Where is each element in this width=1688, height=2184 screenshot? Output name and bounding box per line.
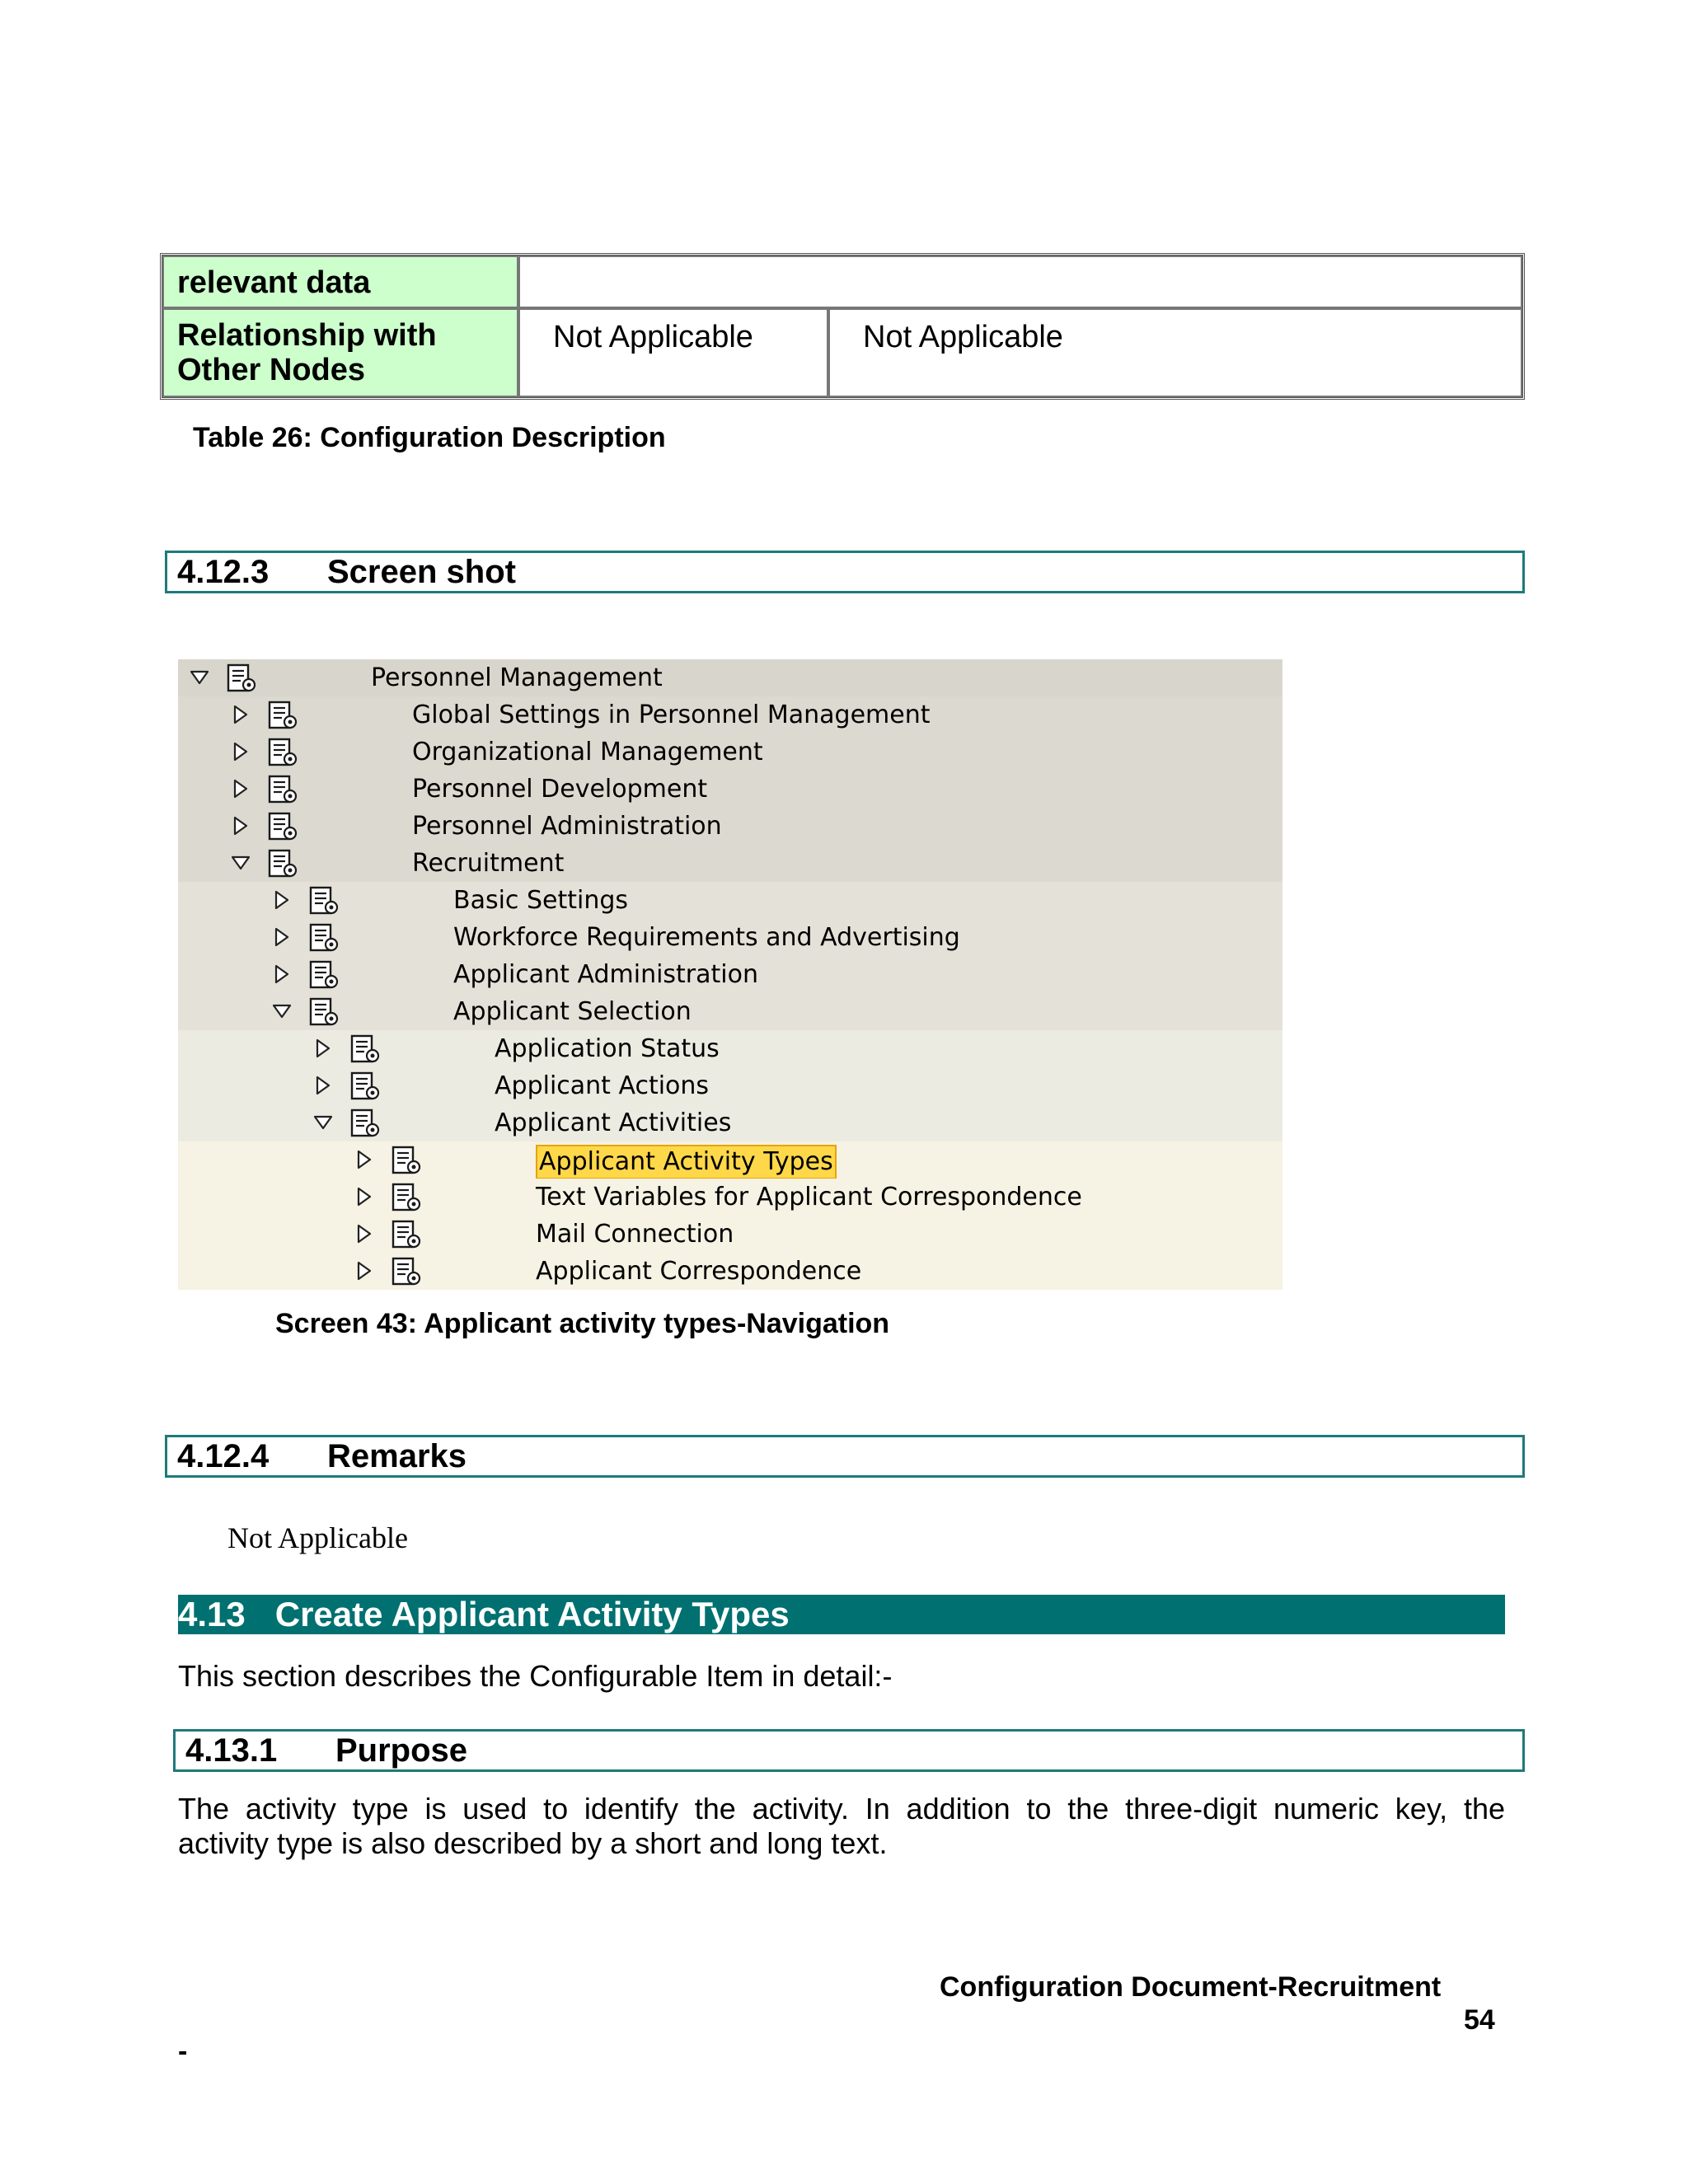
tree-node[interactable]	[178, 733, 1282, 771]
table-row-relevant-data	[162, 255, 1522, 308]
tree-node-label[interactable]: Recruitment	[412, 849, 565, 878]
document-icon	[391, 1257, 424, 1286]
tree-node[interactable]	[178, 1216, 1282, 1253]
remarks-text: Not Applicable	[227, 1521, 408, 1554]
tree-node-label[interactable]: Organizational Management	[412, 738, 763, 766]
relationship-label	[162, 308, 518, 397]
triangle-right-icon[interactable]	[231, 742, 251, 762]
document-icon	[226, 663, 259, 693]
tree-node[interactable]	[178, 845, 1282, 883]
tree-node[interactable]	[178, 956, 1282, 994]
relationship-value-2: Not Applicable	[828, 308, 1522, 397]
tree-node[interactable]	[178, 1104, 1282, 1142]
section-heading-screen-shot	[165, 551, 1525, 593]
tree-node[interactable]	[178, 1253, 1282, 1290]
document-icon	[267, 849, 300, 879]
document-icon	[391, 1220, 424, 1249]
tree-node-label[interactable]: Global Settings in Personnel Management	[412, 701, 931, 729]
triangle-down-icon[interactable]	[231, 853, 251, 873]
section-number: 4.12.4	[177, 1438, 270, 1474]
tree-node-label[interactable]: Application Status	[495, 1034, 720, 1063]
section-title: Remarks	[327, 1438, 467, 1474]
tree-node[interactable]	[178, 1179, 1282, 1216]
section-title: Create Applicant Activity Types	[274, 1595, 790, 1633]
section-number: 4.13	[178, 1595, 246, 1633]
triangle-right-icon[interactable]	[354, 1224, 374, 1244]
tree-node[interactable]	[178, 882, 1282, 920]
triangle-right-icon[interactable]	[272, 964, 292, 984]
document-icon	[349, 1071, 382, 1101]
section-title: Purpose	[335, 1732, 468, 1769]
tree-node[interactable]	[178, 993, 1282, 1031]
document-icon	[267, 775, 300, 804]
relationship-label-line1: Relationship with	[177, 318, 437, 353]
triangle-down-icon[interactable]	[272, 1001, 292, 1021]
relevant-data-label: relevant data	[162, 255, 518, 308]
document-icon	[391, 1146, 424, 1175]
document-icon	[267, 812, 300, 841]
tree-node-label[interactable]: Applicant Activity Types	[536, 1145, 837, 1179]
document-icon	[391, 1183, 424, 1212]
document-icon	[267, 738, 300, 767]
document-icon	[308, 960, 341, 990]
tree-node[interactable]	[178, 696, 1282, 734]
section-heading-remarks	[165, 1435, 1525, 1478]
triangle-down-icon[interactable]	[313, 1113, 333, 1132]
table-row-relationship	[162, 308, 1522, 397]
tree-node[interactable]	[178, 1141, 1282, 1179]
section-number: 4.12.3	[177, 554, 270, 590]
section-title: Screen shot	[327, 554, 516, 590]
triangle-right-icon[interactable]	[231, 779, 251, 799]
tree-node-label[interactable]: Text Variables for Applicant Correspondence	[536, 1183, 1082, 1212]
screen-caption: Screen 43: Applicant activity types-Navigation	[275, 1308, 890, 1339]
tree-node[interactable]	[178, 659, 1282, 697]
triangle-down-icon[interactable]	[190, 668, 209, 687]
triangle-right-icon[interactable]	[231, 816, 251, 836]
document-icon	[267, 701, 300, 730]
relationship-value-1: Not Applicable	[518, 308, 828, 397]
tree-node-label[interactable]: Applicant Activities	[495, 1108, 732, 1137]
footer-dash: -	[178, 2036, 188, 2067]
document-icon	[349, 1034, 382, 1064]
tree-node-label[interactable]: Applicant Correspondence	[536, 1257, 862, 1286]
table-caption: Table 26: Configuration Description	[193, 422, 666, 453]
tree-node[interactable]	[178, 808, 1282, 846]
tree-node[interactable]	[178, 919, 1282, 957]
tree-node-label[interactable]: Workforce Requirements and Advertising	[453, 923, 960, 952]
document-icon	[308, 923, 341, 953]
triangle-right-icon[interactable]	[231, 705, 251, 724]
triangle-right-icon[interactable]	[354, 1187, 374, 1207]
triangle-right-icon[interactable]	[313, 1038, 333, 1058]
footer-document-title: Configuration Document-Recruitment	[940, 1971, 1442, 2003]
relevant-data-value	[518, 255, 1522, 308]
tree-node-label[interactable]: Applicant Selection	[453, 997, 692, 1026]
tree-node-label[interactable]: Applicant Administration	[453, 960, 758, 989]
document-icon	[308, 886, 341, 916]
tree-node-label[interactable]: Personnel Management	[371, 663, 663, 692]
tree-node-label[interactable]: Applicant Actions	[495, 1071, 710, 1100]
section-banner-4-13	[178, 1595, 1505, 1634]
triangle-right-icon[interactable]	[354, 1150, 374, 1169]
tree-node-label[interactable]: Basic Settings	[453, 886, 629, 915]
section-heading-purpose	[173, 1729, 1525, 1772]
section-number: 4.13.1	[185, 1732, 278, 1769]
tree-node-label[interactable]: Personnel Administration	[412, 812, 722, 841]
tree-node[interactable]	[178, 771, 1282, 808]
configuration-table	[160, 253, 1525, 400]
tree-node[interactable]	[178, 1067, 1282, 1105]
relationship-label-line2: Other Nodes	[177, 353, 366, 387]
tree-node[interactable]	[178, 1030, 1282, 1068]
triangle-right-icon[interactable]	[272, 927, 292, 947]
purpose-text-line1: The activity type is used to identify the activity. In addition to the three-digit numeric key, the	[178, 1792, 1505, 1825]
triangle-right-icon[interactable]	[272, 890, 292, 910]
tree-node-label[interactable]: Personnel Development	[412, 775, 708, 804]
section-intro-text: This section describes the Configurable Item in detail:-	[178, 1659, 893, 1693]
sap-navigation-tree	[178, 659, 1282, 1294]
triangle-right-icon[interactable]	[354, 1261, 374, 1281]
triangle-right-icon[interactable]	[313, 1076, 333, 1095]
footer-page-number: 54	[1464, 2004, 1495, 2036]
tree-node-label[interactable]: Mail Connection	[536, 1220, 734, 1249]
document-icon	[349, 1108, 382, 1138]
document-icon	[308, 997, 341, 1027]
purpose-text-line2: activity type is also described by a short and long text.	[178, 1826, 888, 1860]
